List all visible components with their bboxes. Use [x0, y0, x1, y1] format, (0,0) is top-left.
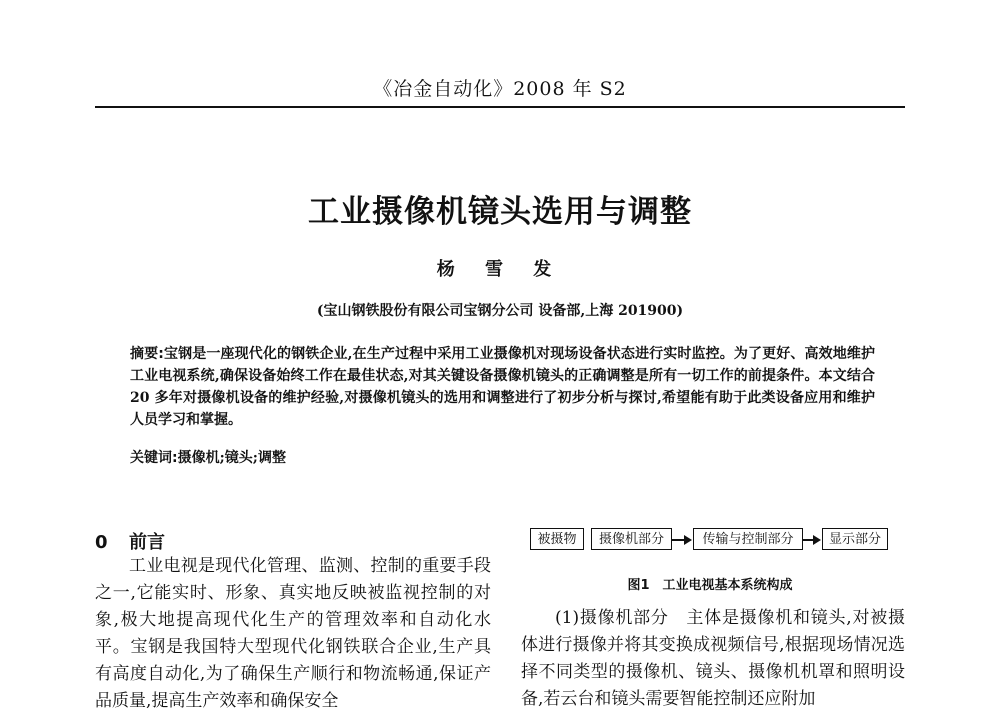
diagram-box-camera: 摄像机部分 — [591, 528, 672, 550]
keywords-label: 关键词: — [130, 450, 178, 466]
section-number: 0 — [95, 532, 108, 553]
article-author: 杨 雪 发 — [436, 259, 564, 280]
keywords-text: 摄像机;镜头;调整 — [177, 450, 286, 466]
diagram-box-transmission: 传输与控制部分 — [693, 528, 803, 550]
diagram-box-display: 显示部分 — [822, 528, 888, 550]
journal-header: 《冶金自动化》2008 年 S2 — [373, 78, 627, 100]
diagram-box-subject: 被摄物 — [530, 528, 584, 550]
abstract-text: 宝钢是一座现代化的钢铁企业,在生产过程中采用工业摄像机对现场设备状态进行实时监控。为了更好、高效地维护工业电视系统,确保设备始终工作在最佳状态,对其关键设备摄像机镜头的正确调整是所有一切工作的前提条件。本文结合 20 多年对摄像机设备的维护经验,对摄像机镜头的选用和调整进行了初步分析与探讨,希望能有助于此类设备应用和维护人员学习和掌握。 — [130, 346, 876, 428]
section-body-text: 工业电视是现代化管理、监测、控制的重要手段之一,它能实时、形象、真实地反映被监视控制的对象,极大地提高现代化生产的管理效率和自动化水平。宝钢是我国特大型现代化钢铁联合企业,生产具有高度自动化,为了确保生产顺行和物流畅通,保证产品质量,提高生产效率和确保安全 — [95, 556, 491, 711]
section-heading — [95, 528, 495, 554]
system-diagram — [530, 528, 890, 554]
section-title: 前言 — [129, 532, 165, 553]
article-title: 工业摄像机镜头选用与调整 — [308, 194, 692, 230]
diagram-arrow-head-1 — [684, 535, 692, 545]
abstract — [130, 343, 875, 431]
header-rule — [95, 106, 905, 108]
right-column-text: (1)摄像机部分 主体是摄像机和镜头,对被摄体进行摄像并将其变换成视频信号,根据现场情况选择不同类型的摄像机、镜头、摄像机机罩和照明设备,若云台和镜头需要智能控制还应附加 — [521, 608, 905, 709]
abstract-label: 摘要: — [130, 346, 164, 362]
author-affiliation: (宝山钢铁股份有限公司宝钢分公司 设备部,上海 201900) — [316, 303, 684, 319]
figure-caption: 图1 工业电视基本系统构成 — [627, 578, 793, 593]
keywords — [130, 447, 875, 469]
diagram-arrow-head-2 — [813, 535, 821, 545]
